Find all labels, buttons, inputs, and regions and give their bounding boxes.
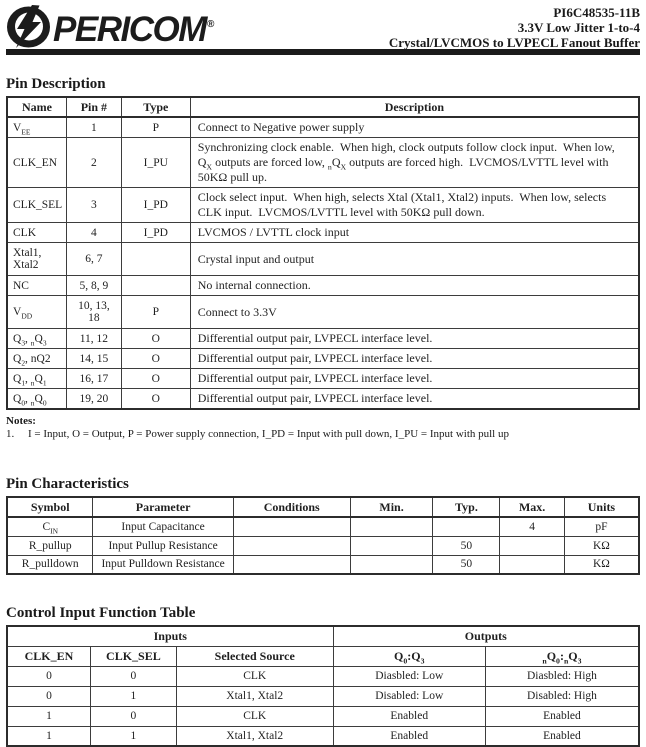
logo-wordmark bbox=[53, 2, 213, 52]
pin-number-cell: 3 bbox=[66, 188, 121, 223]
pin-desc-cell: Connect to 3.3V bbox=[190, 296, 639, 329]
max-cell: 4 bbox=[500, 517, 564, 536]
pericom-logo bbox=[6, 4, 213, 49]
column-header: $Q_0:Q_3$ bbox=[333, 646, 485, 666]
pin-desc-cell: Clock select input. When high, selects Xtal (Xtal1, Xtal2) inputs. When low, selects CLK input. LVCMOS/LVTTL level with 50KΩ pull down. bbox=[190, 188, 639, 223]
pin-description-table bbox=[6, 96, 640, 410]
pin-number-cell: 6, 7 bbox=[66, 243, 121, 276]
table-header-row bbox=[7, 497, 639, 517]
note-item bbox=[6, 428, 640, 440]
pin-type-cell: O bbox=[121, 369, 190, 389]
logo-text: PERICOM bbox=[53, 9, 206, 49]
min-cell bbox=[350, 536, 433, 555]
pin-type-cell: I_PU bbox=[121, 138, 190, 188]
note-number: 1. bbox=[6, 428, 15, 440]
table-row bbox=[7, 329, 639, 349]
table-row bbox=[7, 138, 639, 188]
table-row bbox=[7, 117, 639, 138]
group-header-outputs: Outputs bbox=[333, 626, 639, 646]
typ-cell: 50 bbox=[433, 555, 500, 574]
pin-name-cell: CLK bbox=[7, 223, 66, 243]
units-cell: KΩ bbox=[564, 536, 639, 555]
parameter-cell: Input Pulldown Resistance bbox=[93, 555, 233, 574]
clk-sel-cell: 1 bbox=[90, 686, 176, 706]
registered-trademark: ® bbox=[206, 18, 213, 30]
doc-title-block bbox=[389, 4, 640, 50]
min-cell bbox=[350, 517, 433, 536]
pin-name-cell: CLK_SEL bbox=[7, 188, 66, 223]
selected-source-cell: Xtal1, Xtal2 bbox=[176, 686, 333, 706]
max-cell bbox=[500, 536, 564, 555]
pin-desc-cell: LVCMOS / LVTTL clock input bbox=[190, 223, 639, 243]
pin-type-cell: P bbox=[121, 296, 190, 329]
column-header: Pin # bbox=[66, 97, 121, 117]
section-title-control-input-function-table: Control Input Function Table bbox=[6, 605, 196, 621]
column-header: Type bbox=[121, 97, 190, 117]
table-row bbox=[7, 188, 639, 223]
pin-number-cell: 2 bbox=[66, 138, 121, 188]
clk-sel-cell: 1 bbox=[90, 726, 176, 746]
pericom-lightning-bolt-icon bbox=[6, 4, 52, 49]
symbol-cell: R_pulldown bbox=[7, 555, 93, 574]
parameter-cell: Input Capacitance bbox=[93, 517, 233, 536]
pin-type-cell: I_PD bbox=[121, 223, 190, 243]
selected-source-cell: CLK bbox=[176, 706, 333, 726]
group-header-inputs: Inputs bbox=[7, 626, 333, 646]
table-row bbox=[7, 517, 639, 536]
clk-en-cell: 0 bbox=[7, 686, 90, 706]
table-row bbox=[7, 686, 639, 706]
table-row bbox=[7, 389, 639, 410]
pin-number-cell: 19, 20 bbox=[66, 389, 121, 410]
conditions-cell bbox=[233, 536, 350, 555]
pin-desc-cell: Differential output pair, LVPECL interface level. bbox=[190, 329, 639, 349]
pin-type-cell: O bbox=[121, 349, 190, 369]
column-header: Units bbox=[564, 497, 639, 517]
section-title-pin-characteristics: Pin Characteristics bbox=[6, 476, 129, 492]
pin-number-cell: 4 bbox=[66, 223, 121, 243]
pin-name-cell: $Q_1$, $_nQ_1$ bbox=[7, 369, 66, 389]
pin-desc-cell: Differential output pair, LVPECL interface level. bbox=[190, 369, 639, 389]
clk-en-cell: 1 bbox=[7, 726, 90, 746]
pin-name-cell: Xtal1, Xtal2 bbox=[7, 243, 66, 276]
pin-name-cell: NC bbox=[7, 276, 66, 296]
pin-name-cell: $Q_3$, $_nQ_3$ bbox=[7, 329, 66, 349]
table-row bbox=[7, 369, 639, 389]
q-output-cell: Diasbled: Low bbox=[333, 666, 485, 686]
column-header: Max. bbox=[500, 497, 564, 517]
pin-type-cell: O bbox=[121, 329, 190, 349]
selected-source-cell: Xtal1, Xtal2 bbox=[176, 726, 333, 746]
table-row bbox=[7, 555, 639, 574]
column-header: CLK_SEL bbox=[90, 646, 176, 666]
clk-en-cell: 0 bbox=[7, 666, 90, 686]
pin-desc-cell: Differential output pair, LVPECL interface level. bbox=[190, 389, 639, 410]
min-cell bbox=[350, 555, 433, 574]
table-header-row bbox=[7, 97, 639, 117]
table-row bbox=[7, 223, 639, 243]
pin-characteristics-table bbox=[6, 496, 640, 575]
group-header-row bbox=[7, 626, 639, 646]
typ-cell bbox=[433, 517, 500, 536]
pin-name-cell: CLK_EN bbox=[7, 138, 66, 188]
table-row bbox=[7, 536, 639, 555]
table-row bbox=[7, 243, 639, 276]
column-header: Name bbox=[7, 97, 66, 117]
notes-block bbox=[6, 415, 640, 440]
table-header-row bbox=[7, 646, 639, 666]
pin-type-cell bbox=[121, 243, 190, 276]
column-header: Selected Source bbox=[176, 646, 333, 666]
pin-desc-cell: Connect to Negative power supply bbox=[190, 117, 639, 138]
pin-type-cell: O bbox=[121, 389, 190, 410]
doc-subtitle-line2: Crystal/LVCMOS to LVPECL Fanout Buffer bbox=[388, 35, 640, 50]
conditions-cell bbox=[233, 517, 350, 536]
pin-type-cell: P bbox=[121, 117, 190, 138]
q-output-cell: Disabled: Low bbox=[333, 686, 485, 706]
nq-output-cell: Enabled bbox=[485, 706, 639, 726]
nq-output-cell: Enabled bbox=[485, 726, 639, 746]
nq-output-cell: Diasbled: High bbox=[485, 666, 639, 686]
column-header: Parameter bbox=[93, 497, 233, 517]
pin-desc-cell: Synchronizing clock enable. When high, clock outputs follow clock input. When low, $Q_X$ outputs are forced low, $_nQ_X$ outputs are forced high. LVCMOS/LVTTL level with 50KΩ pull up. bbox=[190, 138, 639, 188]
column-header: Typ. bbox=[433, 497, 500, 517]
symbol-cell: R_pullup bbox=[7, 536, 93, 555]
clk-sel-cell: 0 bbox=[90, 666, 176, 686]
column-header: CLK_EN bbox=[7, 646, 90, 666]
pin-desc-cell: No internal connection. bbox=[190, 276, 639, 296]
typ-cell: 50 bbox=[433, 536, 500, 555]
pin-name-cell: $Q_2$, nQ2 bbox=[7, 349, 66, 369]
header bbox=[6, 4, 640, 49]
table-row bbox=[7, 666, 639, 686]
column-header: $_nQ_0:_nQ_3$ bbox=[485, 646, 639, 666]
table-row bbox=[7, 296, 639, 329]
section-title-pin-description: Pin Description bbox=[6, 76, 106, 92]
units-cell: pF bbox=[564, 517, 639, 536]
pin-desc-cell: Differential output pair, LVPECL interface level. bbox=[190, 349, 639, 369]
pin-type-cell: I_PD bbox=[121, 188, 190, 223]
pin-number-cell: 11, 12 bbox=[66, 329, 121, 349]
conditions-cell bbox=[233, 555, 350, 574]
table-row bbox=[7, 706, 639, 726]
table-row bbox=[7, 726, 639, 746]
table-row bbox=[7, 349, 639, 369]
column-header: Symbol bbox=[7, 497, 93, 517]
control-input-function-table bbox=[6, 625, 640, 747]
pin-number-cell: 1 bbox=[66, 117, 121, 138]
pin-name-cell: $Q_0$, $_nQ_0$ bbox=[7, 389, 66, 410]
pin-number-cell: 14, 15 bbox=[66, 349, 121, 369]
column-header: Description bbox=[190, 97, 639, 117]
pin-name-cell: $V_{DD}$ bbox=[7, 296, 66, 329]
q-output-cell: Enabled bbox=[333, 706, 485, 726]
doc-subtitle-line1: 3.3V Low Jitter 1-to-4 bbox=[517, 20, 640, 35]
column-header: Min. bbox=[350, 497, 433, 517]
part-number: PI6C48535-11B bbox=[553, 5, 640, 20]
symbol-cell: $C_{IN}$ bbox=[7, 517, 93, 536]
pin-desc-cell: Crystal input and output bbox=[190, 243, 639, 276]
q-output-cell: Enabled bbox=[333, 726, 485, 746]
pin-number-cell: 16, 17 bbox=[66, 369, 121, 389]
max-cell bbox=[500, 555, 564, 574]
units-cell: KΩ bbox=[564, 555, 639, 574]
column-header: Conditions bbox=[233, 497, 350, 517]
pin-type-cell bbox=[121, 276, 190, 296]
pin-number-cell: 5, 8, 9 bbox=[66, 276, 121, 296]
clk-sel-cell: 0 bbox=[90, 706, 176, 726]
notes-label: Notes: bbox=[6, 415, 36, 427]
selected-source-cell: CLK bbox=[176, 666, 333, 686]
pin-name-cell: $V_{EE}$ bbox=[7, 117, 66, 138]
nq-output-cell: Disabled: High bbox=[485, 686, 639, 706]
parameter-cell: Input Pullup Resistance bbox=[93, 536, 233, 555]
table-row bbox=[7, 276, 639, 296]
note-text: I = Input, O = Output, P = Power supply connection, I_PD = Input with pull down, I_PU = Input with pull up bbox=[28, 428, 509, 440]
clk-en-cell: 1 bbox=[7, 706, 90, 726]
pin-number-cell: 10, 13, 18 bbox=[66, 296, 121, 329]
